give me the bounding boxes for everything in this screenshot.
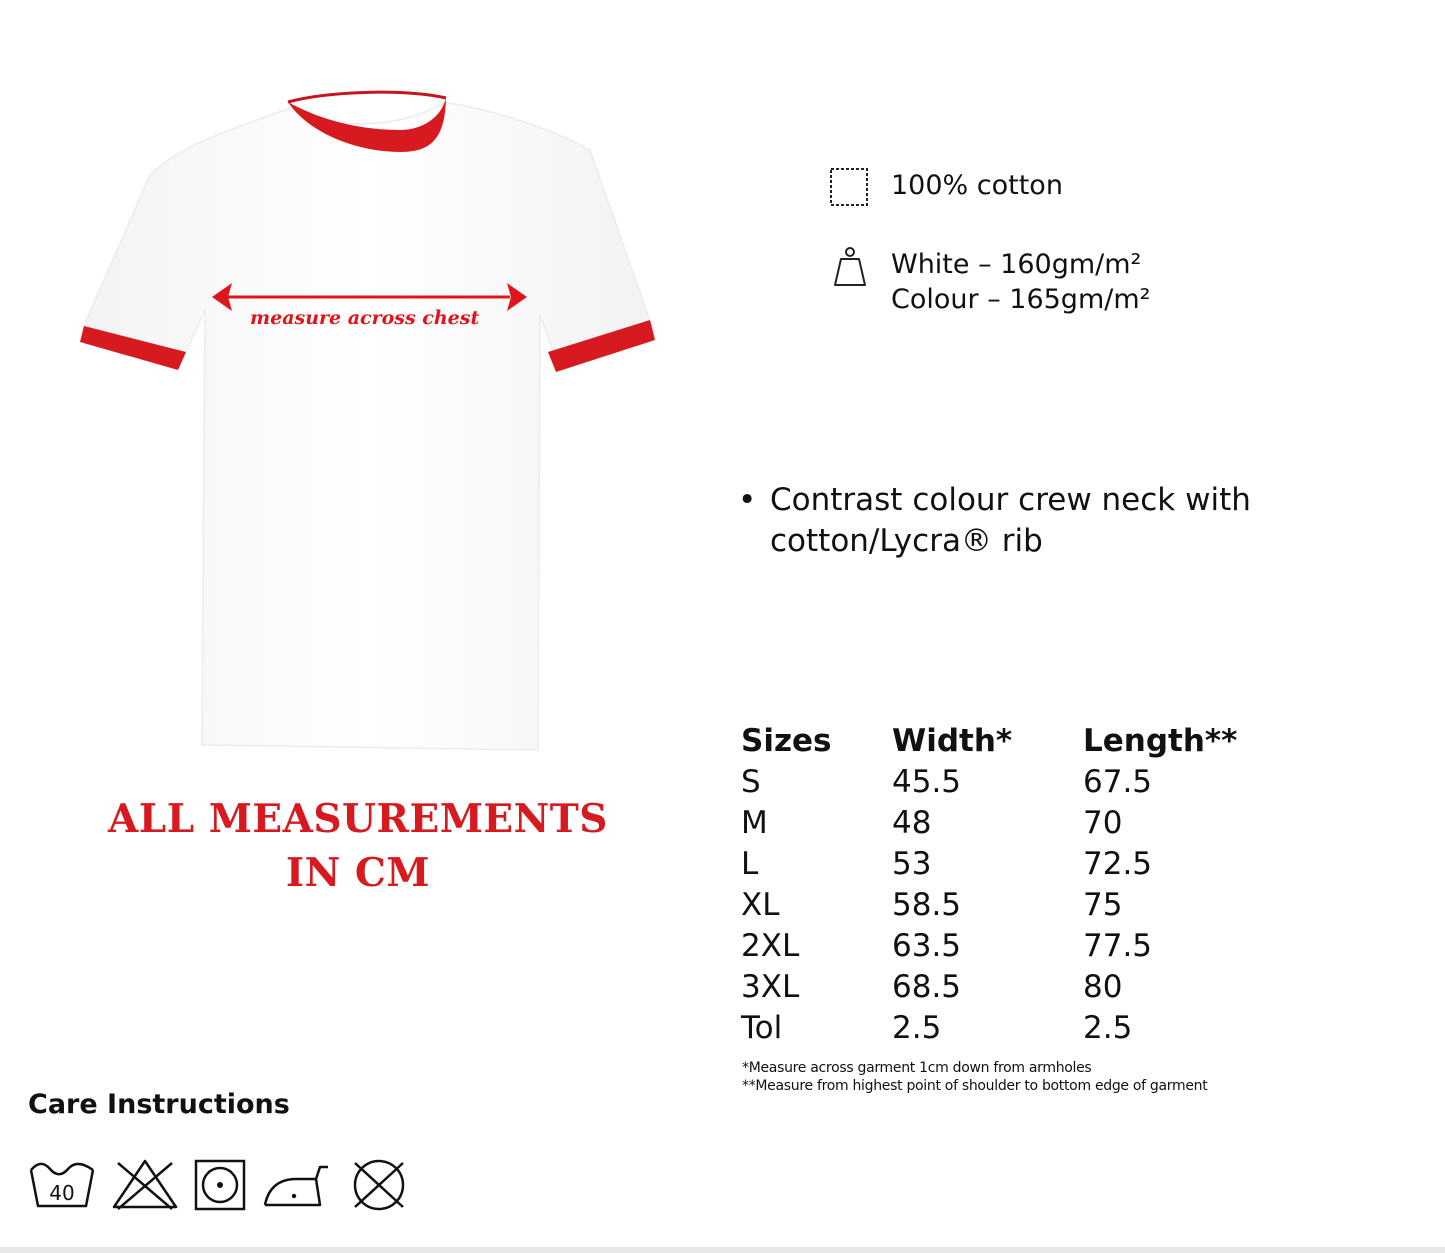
- fabric-spec: 100% cotton: [891, 170, 1063, 201]
- measurements-note: [68, 792, 648, 900]
- do-not-dry-clean-icon: [345, 1157, 413, 1213]
- header-width: Width*: [892, 723, 1013, 759]
- feature-line1: Contrast colour crew neck with: [770, 482, 1251, 518]
- iron-low-icon: [262, 1163, 332, 1209]
- width-cell: 2.5: [892, 1010, 942, 1046]
- tshirt-illustration: [70, 90, 670, 760]
- size-footnotes: [742, 1059, 1207, 1095]
- size-cell: M: [741, 805, 768, 841]
- header-sizes: Sizes: [741, 723, 832, 759]
- size-table-header: [741, 721, 1273, 762]
- care-instructions-title: Care Instructions: [28, 1089, 290, 1120]
- width-cell: 68.5: [892, 969, 962, 1005]
- table-row: [741, 762, 1273, 803]
- wash-40-icon: [28, 1158, 96, 1210]
- size-cell: S: [741, 764, 761, 800]
- bottom-edge: [0, 1247, 1445, 1253]
- table-row: [741, 844, 1273, 885]
- width-cell: 58.5: [892, 887, 962, 923]
- width-cell: 63.5: [892, 928, 962, 964]
- table-row: [741, 803, 1273, 844]
- table-row: [741, 1008, 1273, 1049]
- weight-icon: [832, 245, 868, 289]
- measurements-note-line2: IN CM: [285, 850, 431, 896]
- length-cell: 77.5: [1083, 928, 1153, 964]
- wash-temp-label: 40: [49, 1181, 75, 1205]
- bullet-icon: •: [738, 482, 757, 518]
- size-cell: 2XL: [741, 928, 800, 964]
- footnote-width: *Measure across garment 1cm down from armholes: [742, 1060, 1092, 1076]
- footnote-length: **Measure from highest point of shoulder to bottom edge of garment: [742, 1078, 1208, 1094]
- length-cell: 80: [1083, 969, 1123, 1005]
- weight-spec: [891, 247, 1150, 317]
- length-cell: 72.5: [1083, 846, 1153, 882]
- measure-arrow-label: measure across chest: [250, 307, 480, 329]
- table-row: [741, 926, 1273, 967]
- size-cell: XL: [741, 887, 780, 923]
- tshirt-body: [82, 102, 655, 750]
- weight-colour: Colour – 165gm/m²: [891, 284, 1151, 315]
- width-cell: 48: [892, 805, 932, 841]
- width-cell: 45.5: [892, 764, 962, 800]
- length-cell: 75: [1083, 887, 1123, 923]
- feature-line2: cotton/Lycra® rib: [770, 523, 1043, 559]
- weight-white: White – 160gm/m²: [891, 249, 1142, 280]
- feature-list: [738, 480, 1251, 562]
- size-cell: L: [741, 846, 759, 882]
- size-cell: Tol: [741, 1010, 783, 1046]
- length-cell: 67.5: [1083, 764, 1153, 800]
- tumble-dry-icon: [193, 1158, 247, 1212]
- do-not-bleach-icon: [110, 1157, 180, 1211]
- size-table: [741, 721, 1273, 1049]
- measurements-note-line1: ALL MEASUREMENTS: [108, 796, 608, 842]
- header-length: Length**: [1083, 723, 1238, 759]
- length-cell: 70: [1083, 805, 1123, 841]
- feature-item: [738, 480, 1251, 562]
- fabric-swatch-icon: [828, 166, 870, 208]
- width-cell: 53: [892, 846, 932, 882]
- table-row: [741, 967, 1273, 1008]
- table-row: [741, 885, 1273, 926]
- size-cell: 3XL: [741, 969, 800, 1005]
- length-cell: 2.5: [1083, 1010, 1133, 1046]
